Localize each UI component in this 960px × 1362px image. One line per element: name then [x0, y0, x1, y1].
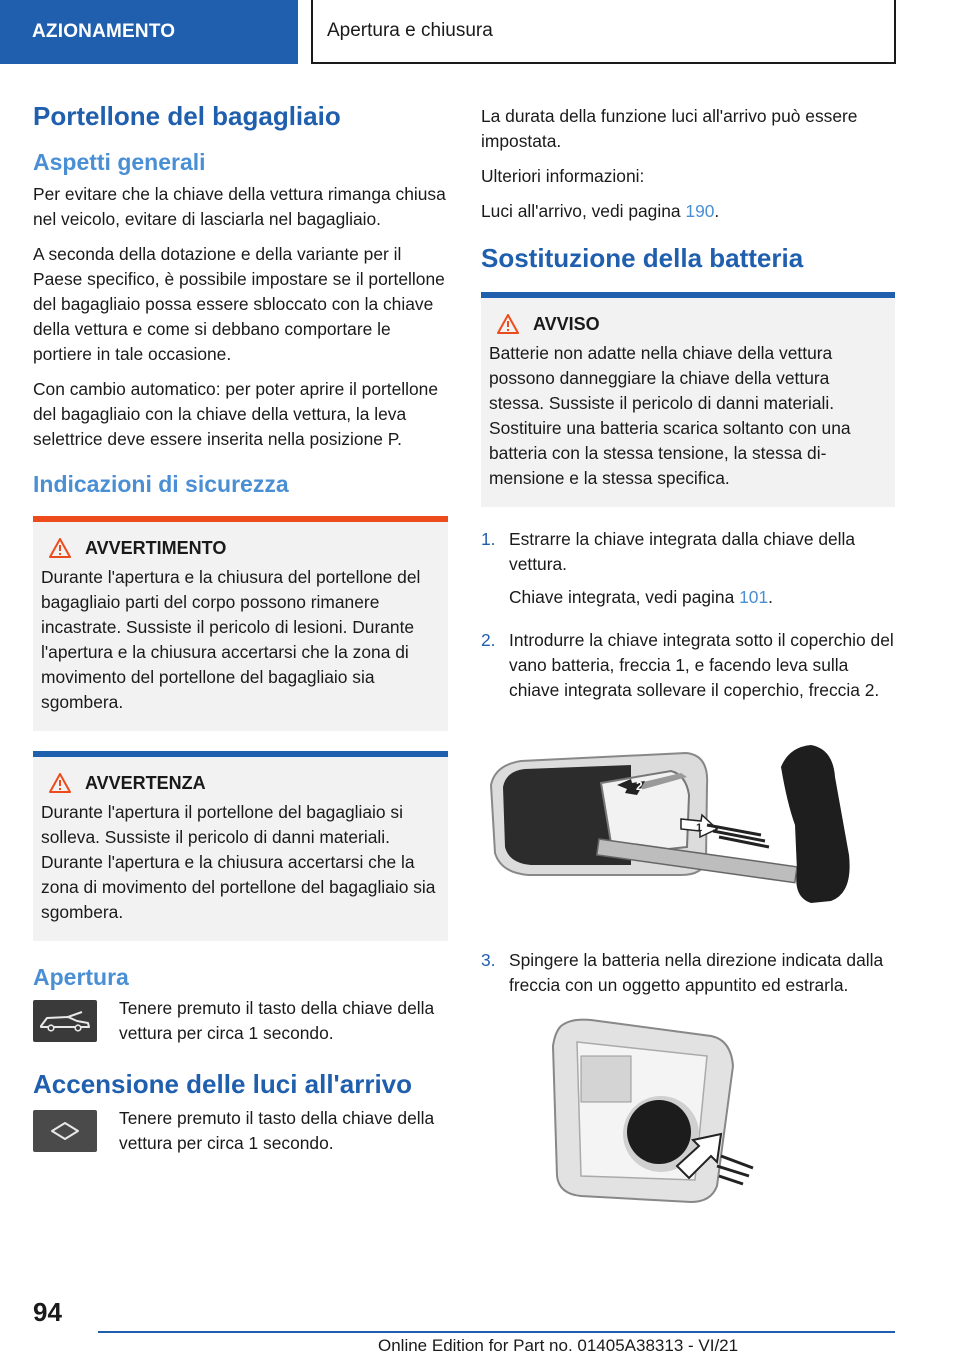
step-text: Spingere la batteria nella direzione indicata dalla freccia con un oggetto appuntito ed estrarla.: [509, 949, 884, 995]
steps-list: [481, 527, 895, 1221]
page-link-190[interactable]: 190: [685, 201, 715, 221]
step-text: Introdurre la chiave integrata sotto il coperchio del vano batteria, freccia 1, e facendo leva sulla chiave integrata sollevare il coperchio, freccia 2.: [509, 629, 894, 700]
general-paragraph-2: A seconda della dotazione e della variante per il Paese specifico, è possibile impostare se il portellone del bagagliaio possa essere sbloccato con la chiave della vettura e come si debbano comportare le portiere in tale occasione.: [33, 243, 445, 364]
opening-instruction: [33, 996, 448, 1046]
notice-title: AVVISO: [533, 313, 600, 334]
battery-heading: Sostituzione della batteria: [481, 243, 804, 273]
arrow-label-2: 2: [636, 778, 643, 793]
lights-text: Tenere premuto il tasto della chiave della vettura per circa 1 secondo.: [119, 1108, 435, 1154]
battery-compartment-illustration: [481, 1016, 895, 1221]
arrow-label-1: 1: [696, 821, 703, 834]
duration-text: La durata della funzione luci all'arrivo può essere impostata.: [481, 106, 858, 151]
arrival-lights-reference: Luci all'arrivo, vedi pagina 190.: [481, 201, 720, 221]
notice-triangle-icon: [497, 314, 519, 334]
footer-divider: [98, 1331, 895, 1333]
more-info-label: Ulteriori informazioni:: [481, 166, 645, 186]
step-number: 1.: [481, 528, 496, 549]
lights-heading: Accensione delle luci all'arrivo: [33, 1069, 413, 1100]
step-reference: Chiave integrata, vedi pagina 101.: [509, 586, 773, 607]
warning-title: AVVERTIMENTO: [85, 537, 227, 558]
step-text: Estrarre la chiave integrata dalla chiave della vettura.: [509, 528, 856, 574]
notice-text: Batterie non adatte nella chiave della vettura possono danneggiare la chiave della vettura stessa. Sussiste il pericolo di danni materiali. Sostituire una batteria scarica soltanto con una batteria con la stessa tensione, la stessa dimensione e la stessa specifica.: [489, 342, 851, 488]
general-paragraph-3: Con cambio automatico: per poter aprire il portellone del bagagliaio con la chiave della vettura, la leva selettrice deve essere inserita nella posizione P.: [33, 378, 439, 449]
step-number: 3.: [481, 949, 496, 970]
general-heading: Aspetti generali: [33, 148, 206, 175]
list-item: [481, 948, 895, 1006]
section-tab: AZIONAMENTO: [0, 0, 298, 64]
warning-box: [33, 516, 448, 731]
caution-box: [33, 751, 448, 941]
notice-box: [481, 292, 895, 507]
left-column: [33, 100, 448, 1174]
opening-heading: Apertura: [33, 963, 129, 990]
caution-text: Durante l'apertura il portellone del bagagliaio si solleva. Sussiste il pericolo di danni materiali. Durante l'apertura e la chiusura accertarsi che la zona di movimento del portellone del bagagliaio sia sgombera.: [41, 801, 436, 922]
edition-text: Online Edition for Part no. 01405A38313 - VI/21: [378, 1336, 739, 1355]
safety-heading: Indicazioni di sicurezza: [33, 470, 289, 497]
caution-triangle-icon: [49, 773, 71, 793]
page-number: 94: [33, 1297, 62, 1327]
opening-text: Tenere premuto il tasto della chiave della vettura per circa 1 secondo.: [119, 998, 435, 1044]
lights-instruction: [33, 1106, 448, 1156]
page-link-101[interactable]: 101: [739, 586, 769, 607]
caution-title: AVVERTENZA: [85, 772, 206, 793]
list-item: [481, 527, 895, 618]
general-paragraph-1: Per evitare che la chiave della vettura rimanga chiusa nel veicolo, evitare di lasciarla nel bagagliaio.: [33, 183, 446, 229]
warning-triangle-icon: [49, 538, 71, 558]
step-number: 2.: [481, 629, 496, 650]
list-item: [481, 628, 895, 711]
page-title: Portellone del bagagliaio: [33, 101, 341, 131]
diamond-button-icon: [33, 1110, 97, 1152]
chapter-tab: Apertura e chiusura: [311, 0, 896, 64]
right-column: [481, 104, 895, 1239]
warning-text: Durante l'apertura e la chiusura del portellone del bagagliaio parti del corpo possono rimanere incastrate. Sussiste il pericolo di lesioni. Durante l'apertura e la chiusura accertarsi che la zona di movimento del portellone del bagagliaio sia sgombera.: [41, 566, 421, 712]
key-cover-illustration: [481, 725, 895, 930]
page-header: [0, 0, 960, 66]
trunk-button-icon: [33, 1000, 97, 1042]
